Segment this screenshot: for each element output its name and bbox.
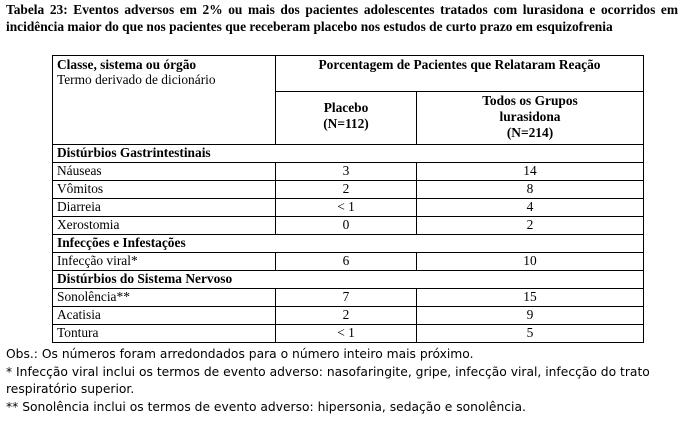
group-header: Porcentagem de Pacientes que Relataram Reação: [276, 56, 644, 92]
lurasidone-cell: 2: [417, 217, 644, 235]
table-notes: [6, 346, 678, 416]
col1-header: [53, 56, 276, 145]
lurasidone-cell: 8: [417, 181, 644, 199]
footnote-somnolence: ** Sonolência inclui os termos de evento adverso: hipersonia, sedação e sonolência.: [6, 399, 526, 414]
placebo-cell: 6: [276, 253, 417, 271]
term-cell: Tontura: [53, 325, 276, 343]
lurasidone-cell: 15: [417, 289, 644, 307]
col1-header-line1: Classe, sistema ou órgão: [57, 57, 197, 72]
placebo-cell: < 1: [276, 199, 417, 217]
table-caption: Tabela 23: Eventos adversos em 2% ou mais dos pacientes adolescentes tratados com lurasidona e ocorridos em incidência maior do que nos pacientes que receberam placebo nos estudos de curto prazo em esquizofrenia: [6, 2, 678, 34]
placebo-cell: 7: [276, 289, 417, 307]
lurasidone-cell: 14: [417, 163, 644, 181]
table-row: [53, 289, 644, 307]
section-title: Distúrbios Gastrintestinais: [53, 145, 644, 163]
term-cell: Náuseas: [53, 163, 276, 181]
term-cell: Acatisia: [53, 307, 276, 325]
term-cell: Infecção viral*: [53, 253, 276, 271]
placebo-cell: 0: [276, 217, 417, 235]
table-row: [53, 181, 644, 199]
obs-note: Obs.: Os números foram arredondados para o número inteiro mais próximo.: [6, 347, 474, 361]
placebo-header-line1: Placebo: [323, 100, 369, 115]
term-cell: Diarreia: [53, 199, 276, 217]
lurasidone-header: [417, 92, 644, 145]
col1-header-line2: Termo derivado de dicionário: [57, 72, 216, 87]
table-row: [53, 199, 644, 217]
placebo-header: [276, 92, 417, 145]
term-cell: Sonolência**: [53, 289, 276, 307]
term-cell: Vômitos: [53, 181, 276, 199]
adverse-events-table: [52, 55, 644, 343]
lurasidone-header-line3: (N=214): [506, 125, 554, 140]
section-title: Distúrbios do Sistema Nervoso: [53, 271, 644, 289]
lurasidone-cell: 10: [417, 253, 644, 271]
term-cell: Xerostomia: [53, 217, 276, 235]
lurasidone-cell: 5: [417, 325, 644, 343]
table-row: [53, 307, 644, 325]
placebo-cell: < 1: [276, 325, 417, 343]
lurasidone-cell: 9: [417, 307, 644, 325]
placebo-cell: 2: [276, 307, 417, 325]
placebo-cell: 2: [276, 181, 417, 199]
lurasidone-header-line2: lurasidona: [499, 109, 561, 124]
table-row: [53, 253, 644, 271]
table-row: [53, 163, 644, 181]
table-row: [53, 325, 644, 343]
lurasidone-header-line1: Todos os Grupos: [482, 93, 578, 108]
section-title: Infecções e Infestações: [53, 235, 644, 253]
placebo-cell: 3: [276, 163, 417, 181]
lurasidone-cell: 4: [417, 199, 644, 217]
placebo-header-line2: (N=112): [323, 116, 369, 131]
footnote-viral-infection: * Infecção viral inclui os termos de evento adverso: nasofaringite, gripe, infecção viral, infecção do trato respiratório superior.: [6, 364, 650, 396]
table-row: [53, 217, 644, 235]
